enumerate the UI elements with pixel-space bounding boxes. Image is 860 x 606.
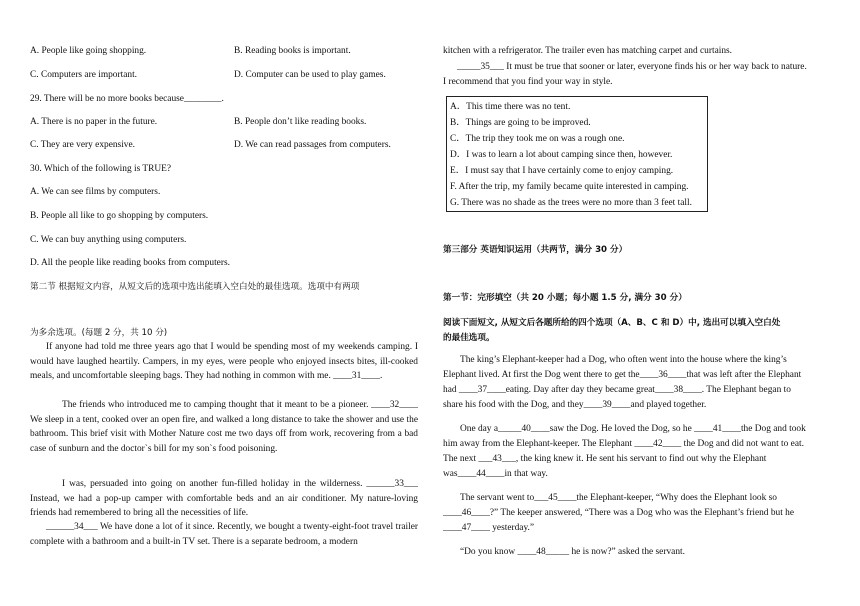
option-d: D．I was to learn a lot about camping since then, however.	[450, 150, 673, 160]
cloze-p1-line4: share his food with the Dog, and they____39____and played together.	[443, 400, 707, 410]
paragraph-1-text: If anyone had told me three years ago that I would be spending most of my weekends camping. I would have laughed heartily. Campers, in my eyes, were people who enjoyed insects bites, ill-cooked meals, and uncomfortable sleeping bags. They had nothing in common with me. ____31____.	[30, 342, 418, 381]
cloze-p3-line3: ____47____ yesterday.”	[443, 523, 535, 533]
q28-option-c: C. Computers are important.	[30, 70, 138, 80]
cloze-p4-line1: “Do you know ____48_____ he is now?” asked the servant.	[460, 547, 685, 557]
passage-paragraph-3	[30, 477, 418, 521]
instruction-line2: 的最佳选项。	[443, 333, 495, 343]
q29-option-d: D. We can read passages from computers.	[234, 140, 391, 150]
cloze-p3-line2: ____46____?” The keeper answered, “There was a Dog who was the Elephant’s friend but he	[443, 508, 795, 518]
section1-title: 第一节：完形填空（共 20 小题；每小题 1.5 分, 满分 30 分）	[443, 293, 687, 303]
q30-option-a: A. We can see films by computers.	[30, 187, 161, 197]
q35-line2: I recommend that you find your way in style.	[443, 77, 613, 87]
q30-option-b: B. People all like to go shopping by computers.	[30, 211, 209, 221]
paragraph-3-text: I was, persuaded into going on another fun-filled holiday in the wilderness. ______33___ Instead, we had a pop-up camper with comfortable beds and an air conditioner. My nature-loving friends had remembered to bring all the necessities of life.	[30, 479, 418, 518]
q35-line1: _____35___ It must be true that sooner or later, everyone finds his or her way back to nature.	[457, 62, 807, 72]
option-e: E．I must say that I have certainly come to enjoy camping.	[450, 166, 674, 176]
cloze-p2-line4: was____44____in that way.	[443, 469, 548, 479]
paragraph-4-text: ______34___ We have done a lot of it since. Recently, we bought a twenty-eight-foot travel trailer complete with a bathroom and a built-in TV set. There is a separate bedroom, a modern	[30, 522, 418, 547]
q30-stem: 30. Which of the following is TRUE?	[30, 164, 172, 174]
q28-option-a: A. People like going shopping.	[30, 46, 147, 56]
section2-heading-line1: 第二节 根据短文内容，从短文后的选项中选出能填入空白处的最佳选项。选项中有两项	[30, 282, 360, 292]
cloze-p2-line2: him away from the Elephant-keeper. The Elephant ____42____ the Dog and did not want to eat.	[443, 439, 804, 449]
q28-option-d: D. Computer can be used to play games.	[234, 70, 386, 80]
cloze-p1-line1: The king’s Elephant-keeper had a Dog, who often went into the house where the king’s	[460, 355, 787, 365]
q29-option-b: B. People don’t like reading books.	[234, 117, 367, 127]
option-a: A．This time there was no tent.	[450, 102, 571, 112]
passage-paragraph-1	[30, 340, 418, 384]
part3-title: 第三部分 英语知识运用（共两节，满分 30 分）	[443, 245, 628, 255]
answer-options-box	[446, 96, 708, 212]
cloze-p1-line3: had ____37____eating. Day after day they became great____38____. The Elephant began to	[443, 385, 791, 395]
option-c: C．The trip they took me on was a rough one.	[450, 134, 625, 144]
instruction-line1: 阅读下面短文, 从短文后各题所给的四个选项（A、B、C 和 D）中, 选出可以填入空白处	[443, 318, 781, 328]
cloze-p2-line3: The next ___43___, the king knew it. He sent his servant to find out why the Elephant	[443, 454, 767, 464]
paragraph-2-text: The friends who introduced me to camping thought that it meant to be a pioneer. ____32____ We sleep in a tent, cooked over an open fire, and walked a long distance to take the shower and use the bathroom. This brief visit with Mother Nature cost me two days off from work, recovering from a bad case of sunburn and the doctor`s bill for my son`s food poisoning.	[30, 400, 418, 454]
passage-continuation: kitchen with a refrigerator. The trailer even has matching carpet and curtains.	[443, 46, 733, 56]
passage-paragraph-2	[30, 398, 418, 456]
q29-option-c: C. They are very expensive.	[30, 140, 135, 150]
q30-option-c: C. We can buy anything using computers.	[30, 235, 187, 245]
option-g: G. There was no shade as the trees were no more than 3 feet tall.	[450, 198, 692, 208]
q28-option-b: B. Reading books is important.	[234, 46, 351, 56]
cloze-p1-line2: Elephant lived. At first the Dog went there to get the____36____that was left after the Elephant	[443, 370, 802, 380]
q30-option-d: D. All the people like reading books from computers.	[30, 258, 230, 268]
option-b: B．Things are going to be improved.	[450, 118, 591, 128]
cloze-p2-line1: One day a_____40____saw the Dog. He loved the Dog, so he ____41____the Dog and took	[460, 424, 806, 434]
cloze-p3-line1: The servant went to___45____the Elephant-keeper, “Why does the Elephant look so	[460, 493, 777, 503]
q29-option-a: A. There is no paper in the future.	[30, 117, 158, 127]
q29-stem: 29. There will be no more books because________.	[30, 94, 224, 104]
option-f: F. After the trip, my family became quite interested in camping.	[450, 182, 689, 192]
passage-paragraph-4	[30, 520, 418, 549]
section2-heading-line2: 为多余选项。(每题 2 分，共 10 分)	[30, 328, 168, 338]
